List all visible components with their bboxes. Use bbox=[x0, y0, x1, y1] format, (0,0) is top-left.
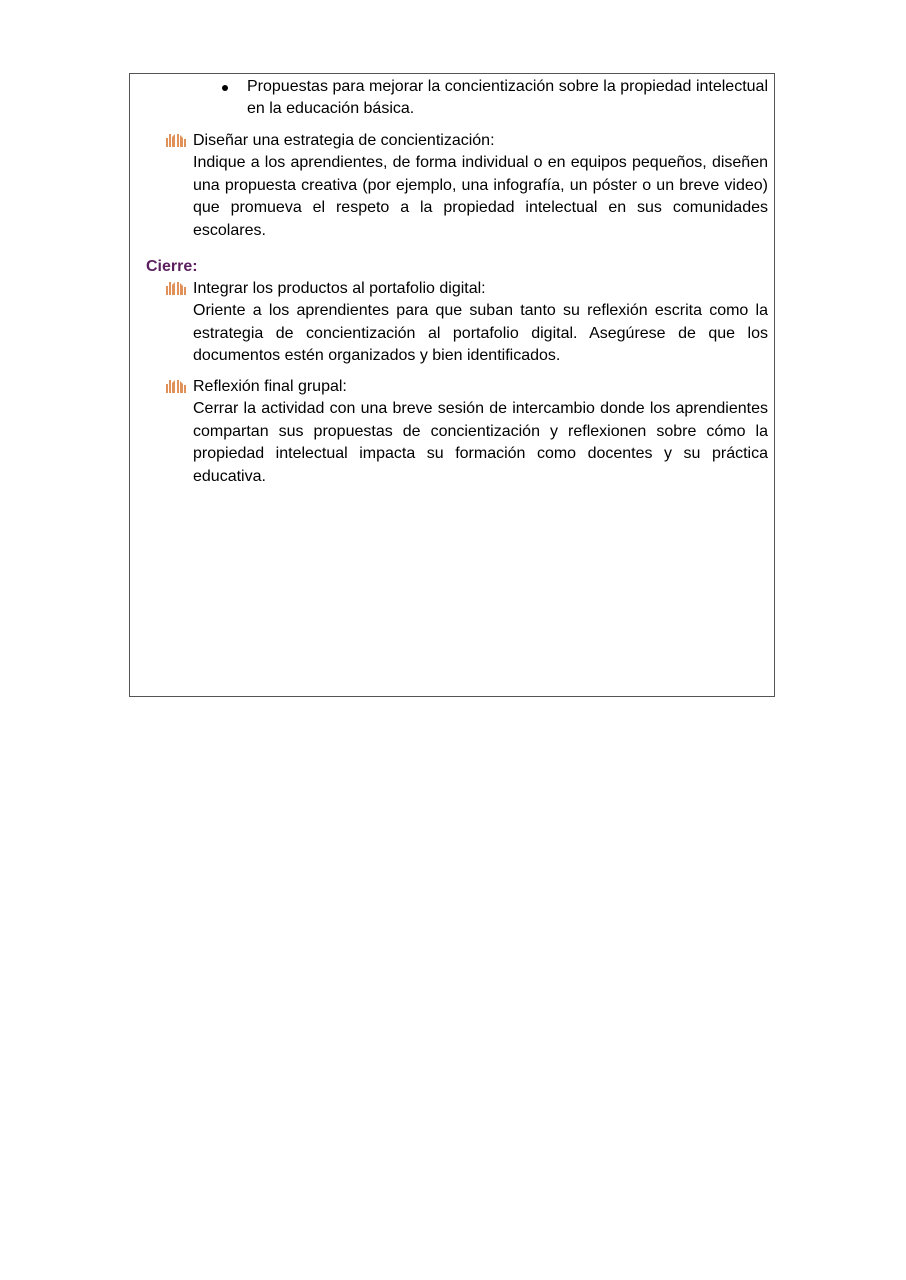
item-body-text: Indique a los aprendientes, de forma individual o en equipos pequeños, diseñen una propuesta creativa (por ejemplo, una infografía, un póster o un breve video) que promueva el respeto a la propiedad intelectual en sus comunidades escolares. bbox=[193, 154, 768, 239]
book-icon bbox=[166, 281, 186, 296]
item-body-text: Oriente a los aprendientes para que suban tanto su reflexión escrita como la estrategia de concientización al portafolio digital. Asegúrese de que los documentos estén organizados y bien identificados. bbox=[193, 302, 768, 365]
item-title: Diseñar una estrategia de concientización: bbox=[193, 132, 495, 149]
book-icon bbox=[166, 379, 186, 394]
bullet-dot bbox=[222, 85, 228, 91]
book-icon bbox=[166, 133, 186, 148]
item-body-text: Cerrar la actividad con una breve sesión de intercambio donde los aprendientes compartan sus propuestas de concientización y reflexionen sobre cómo la propiedad intelectual impacta su formación como docentes y su práctica educativa. bbox=[193, 400, 768, 485]
section-heading-cierre: Cierre: bbox=[146, 258, 198, 275]
bullet-text: Propuestas para mejorar la concientización sobre la propiedad intelectual en la educación básica. bbox=[247, 78, 768, 118]
item-title: Integrar los productos al portafolio digital: bbox=[193, 280, 486, 297]
activity-box bbox=[129, 73, 775, 697]
item-title: Reflexión final grupal: bbox=[193, 378, 347, 395]
